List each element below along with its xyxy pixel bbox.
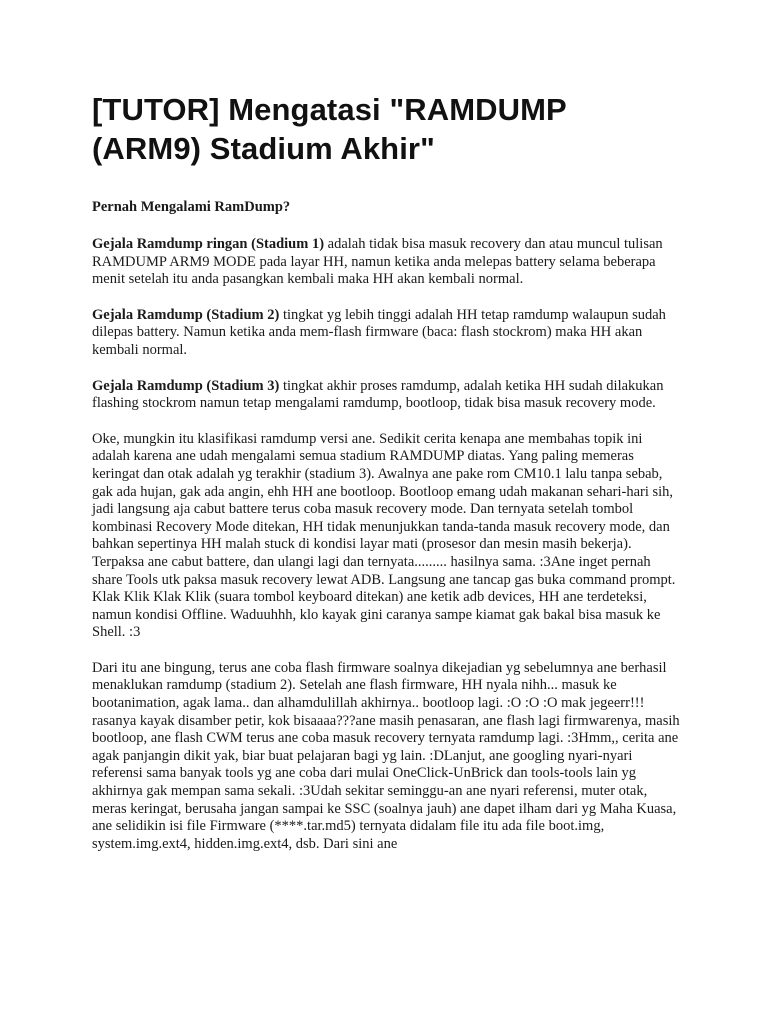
stage-2-text: tingkat yg lebih tinggi adalah HH tetap ramdump walaupun sudah dilepas battery. Namun ketika anda mem-flash firmware (baca: flash stockrom) maka HH akan kembali normal. <box>92 306 666 358</box>
continued-paragraph: Dari itu ane bingung, terus ane coba flash firmware soalnya dikejadian yg sebelumnya ane berhasil menaklukan ramdump (stadium 2). Setelah ane flash firmware, HH nyala nihh... masuk ke bootanimation, agak lama.. dan alhamdulillah akhirnya.. bootloop lagi. :O :O :O mak jegeerr!!! rasanya kayak disamber petir, kok bisaaaa???ane masih penasaran, ane flash lagi firmwarenya, masih bootloop, ane flash CWM terus ane coba masuk recovery ternyata ramdump lagi. :3Hmm,, cerita ane agak panjangin dikit yak, biar buat pelajaran bagi yg lain. :DLanjut, ane googling nyari-nyari referensi sama banyak tools yg ane coba dari mulai OneClick-UnBrick dan tools-tools lain yg akhirnya gak mempan sama sekali. :3Udah sekitar seminggu-an ane nyari referensi, muter otak, meras keringat, berusaha jangan sampai ke SSC (soalnya jauh) ane dapet ilham dari yg Maha Kuasa, ane selidikin isi file Firmware (****.tar.md5) ternyata didalam file itu ada file boot.img, system.img.ext4, hidden.img.ext4, dsb. Dari sini ane <box>92 659 680 852</box>
stage-1-paragraph <box>92 236 680 289</box>
stage-3-text: tingkat akhir proses ramdump, adalah ketika HH sudah dilakukan flashing stockrom namun tetap mengalami ramdump, bootloop, tidak bisa masuk recovery mode. <box>92 377 664 412</box>
story-paragraph: Oke, mungkin itu klasifikasi ramdump versi ane. Sedikit cerita kenapa ane membahas topik ini adalah karena ane udah mengalami semua stadium RAMDUMP diatas. Yang paling memeras keringat dan otak adalah yg terakhir (stadium 3). Awalnya ane pake rom CM10.1 lalu tanpa sebab, gak ada hujan, gak ada angin, ehh HH ane bootloop. Bootloop emang udah makanan sehari-hari sih, jadi langsung aja cabut battere terus coba masuk recovery mode. Dan ternyata setelah tombol kombinasi Recovery Mode ditekan, HH tidak menunjukkan tanda-tanda masuk recovery mode, dan bahkan sepertinya HH malah stuck di kondisi layar mati (prosesor dan mesin masih bekerja). Terpaksa ane cabut battere, dan ulangi lagi dan ternyata......... hasilnya sama. :3Ane inget pernah share Tools utk paksa masuk recovery lewat ADB. Langsung ane tancap gas buka command prompt. Klak Klik Klak Klik (suara tombol keyboard ditekan) ane ketik adb devices, HH ane terdeteksi, namun kondisi Offline. Waduuhhh, klo kayak gini caranya sampe kiamat gak bakal bisa masuk ke Shell. :3 <box>92 430 676 641</box>
stage-3-paragraph <box>92 378 680 413</box>
stage-1-label: Gejala Ramdump ringan (Stadium 1) <box>92 236 325 252</box>
stage-1-text: adalah tidak bisa masuk recovery dan atau muncul tulisan RAMDUMP ARM9 MODE pada layar HH, namun ketika anda melepas battery selama beberapa menit setelah itu anda pasangkan kembali maka HH akan kembali normal. <box>92 236 663 288</box>
stage-2-paragraph <box>92 307 680 360</box>
stage-3-label: Gejala Ramdump (Stadium 3) <box>92 377 280 394</box>
document-title: [TUTOR] Mengatasi "RAMDUMP (ARM9) Stadium Akhir" <box>92 92 567 166</box>
stage-2-label: Gejala Ramdump (Stadium 2) <box>92 306 280 323</box>
subheading: Pernah Mengalami RamDump? <box>92 199 291 215</box>
document-page <box>92 90 680 871</box>
